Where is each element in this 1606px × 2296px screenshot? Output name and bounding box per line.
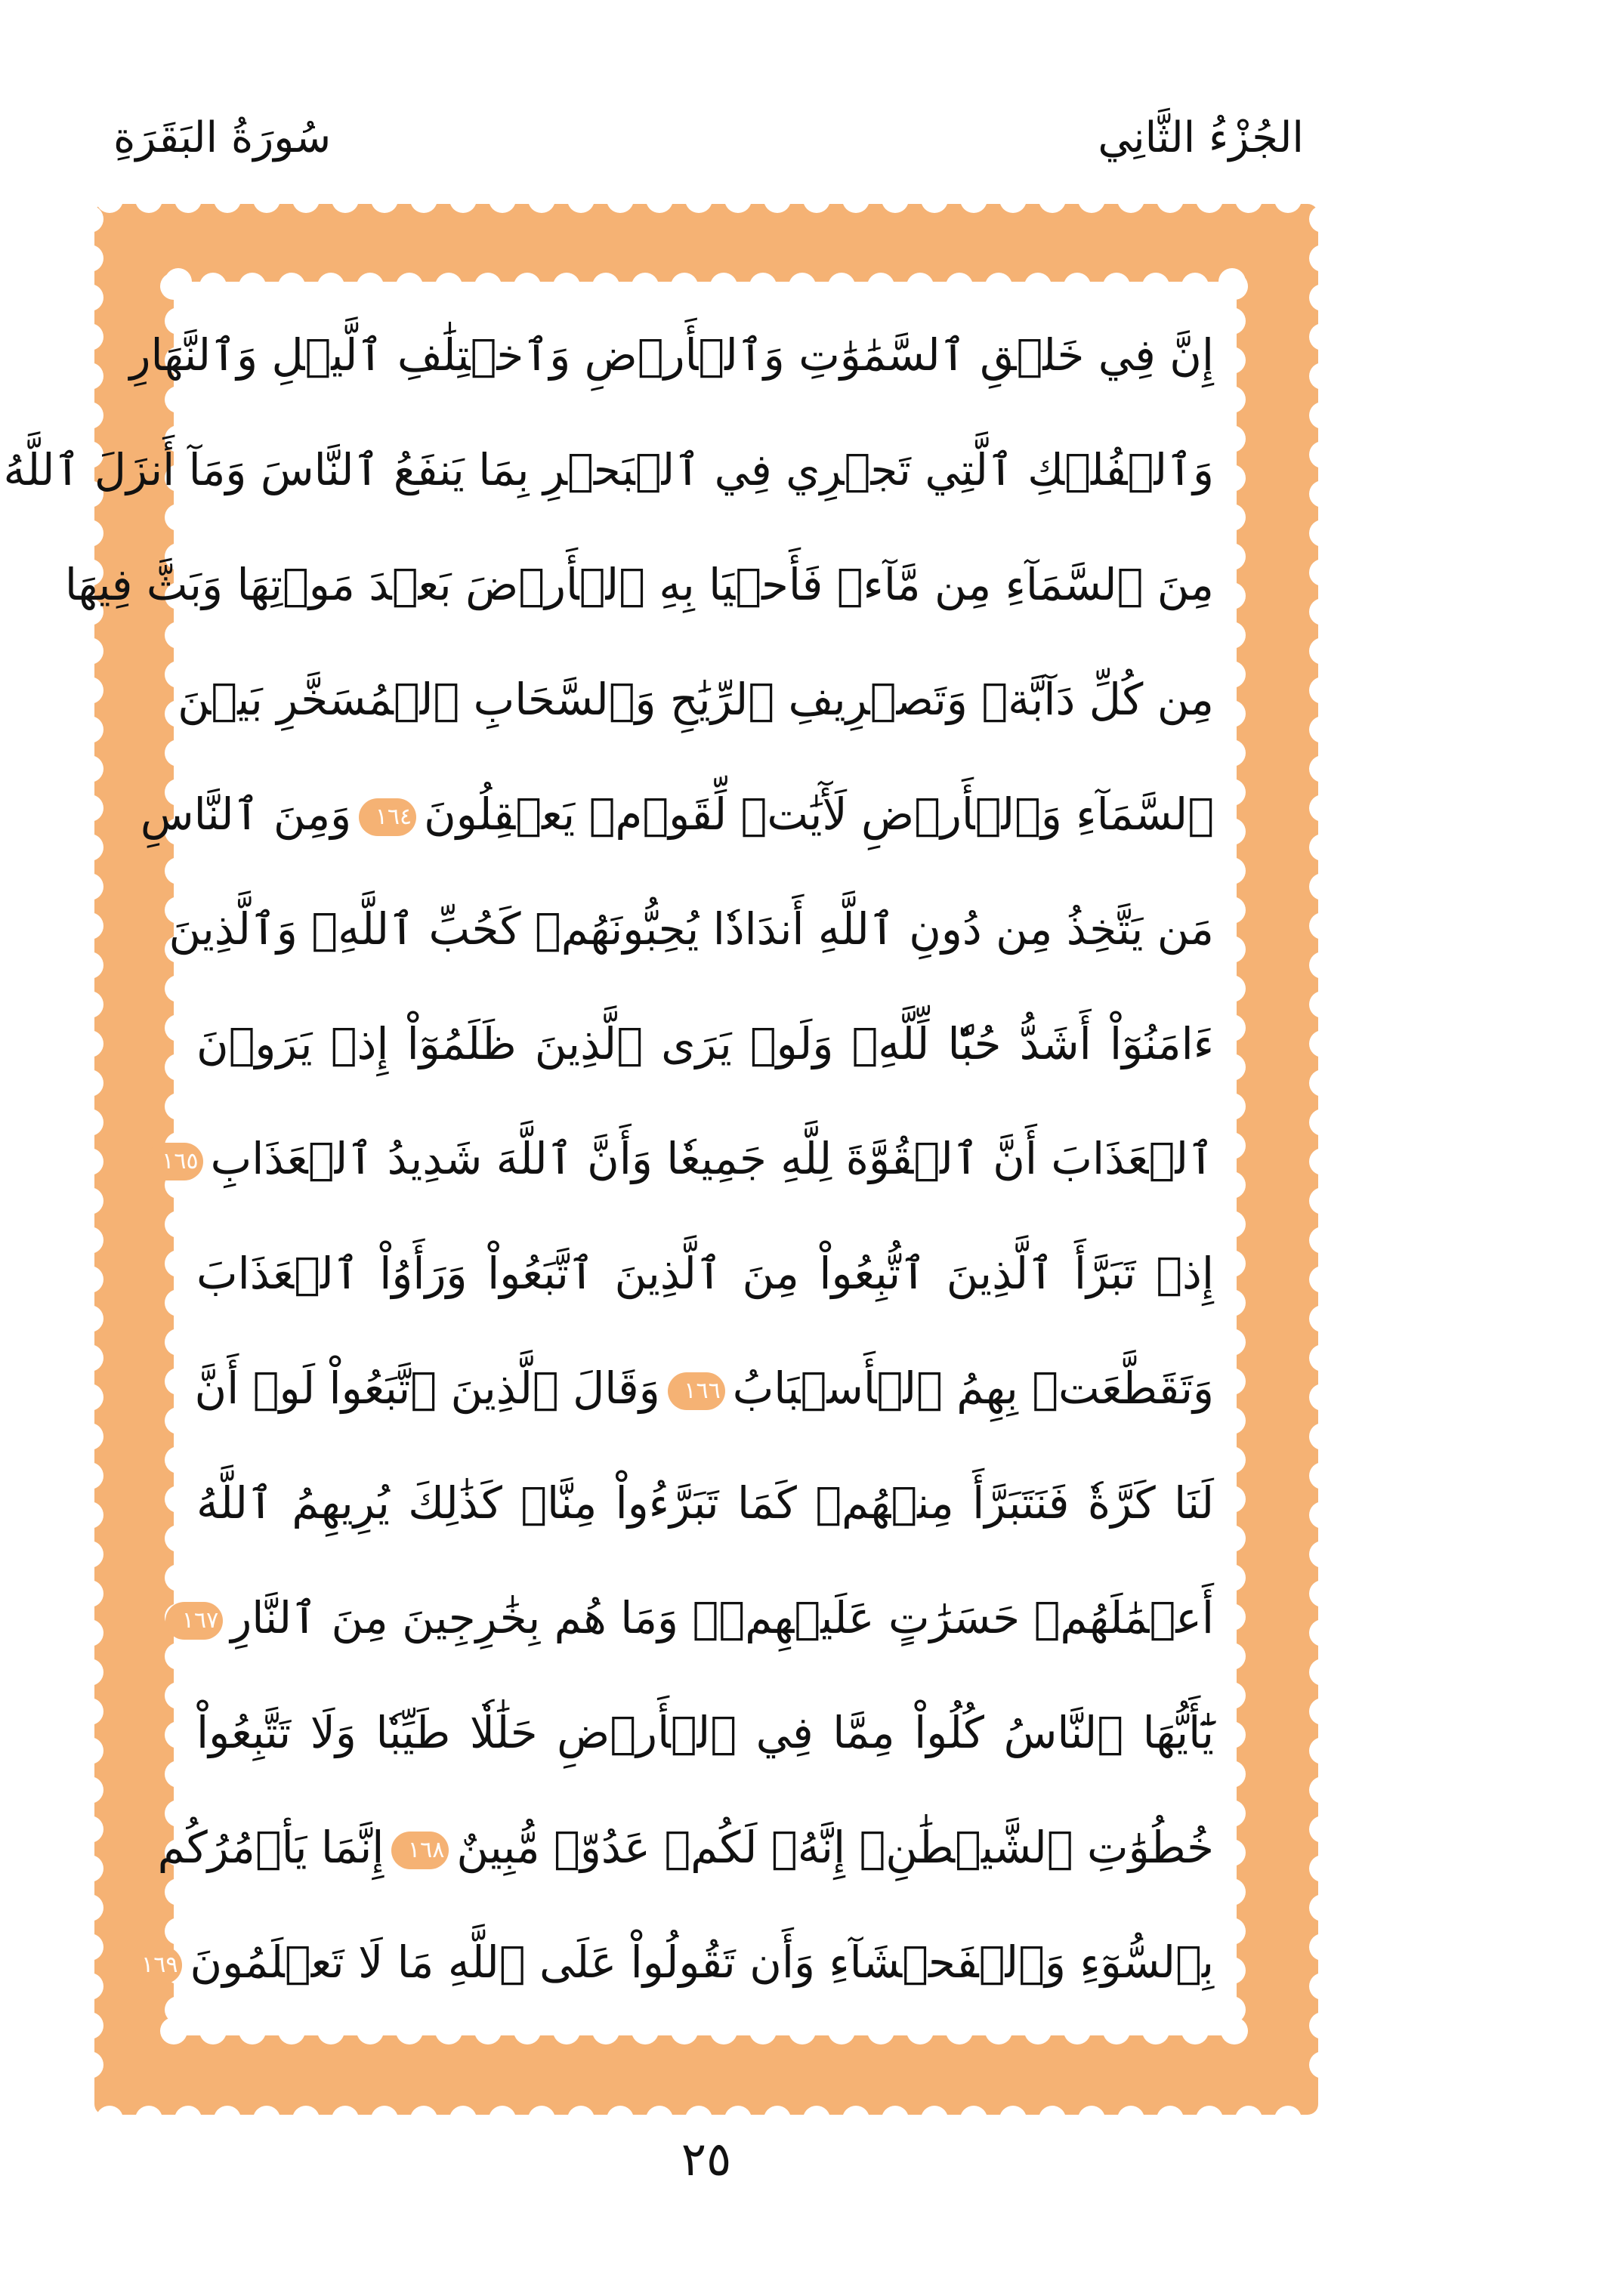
frame-scallop xyxy=(253,186,280,213)
frame-scallop xyxy=(135,2106,162,2133)
frame-scallop xyxy=(1309,1737,1336,1764)
frame-scallop xyxy=(76,205,103,233)
frame-scallop xyxy=(76,1816,103,1843)
frame-scallop xyxy=(489,2106,516,2133)
verse-line-10: وَتَقَطَّعَتۡ بِهِمُ ٱلۡأَسۡبَابُ١٦٦وَقَالَ ٱلَّذِينَ ٱتَّبَعُواْ لَوۡ أَنَّ xyxy=(194,1362,1214,1414)
frame-scallop xyxy=(76,1855,103,1882)
frame-scallop xyxy=(724,2106,752,2133)
frame-scallop xyxy=(449,186,477,213)
frame-scallop xyxy=(1309,1384,1336,1411)
frame-scallop xyxy=(999,186,1027,213)
frame-scallop xyxy=(76,1423,103,1450)
frame-scallop xyxy=(1309,1462,1336,1489)
frame-scallop xyxy=(174,2106,202,2133)
frame-scallop xyxy=(1309,1619,1336,1646)
frame-scallop xyxy=(882,2106,909,2133)
frame-scallop xyxy=(332,2106,359,2133)
frame-scallop xyxy=(960,2106,987,2133)
frame-scallop xyxy=(1309,480,1336,508)
verse-line-5: ٱلسَّمَآءِ وَٱلۡأَرۡضِ لَأٓيَٰتٖ لِّقَوۡمٖ يَعۡقِلُونَ١٦٤وَمِنَ ٱلنَّاسِ xyxy=(140,788,1214,840)
frame-scallop xyxy=(1309,1816,1336,1843)
frame-scallop xyxy=(724,186,752,213)
frame-scallop xyxy=(803,2106,830,2133)
frame-scallop xyxy=(1309,520,1336,547)
frame-scallop xyxy=(96,2106,123,2133)
frame-scallop xyxy=(1309,1659,1336,1686)
frame-scallop xyxy=(76,755,103,782)
ayah-number-marker: ١٦٥ xyxy=(146,1143,203,1180)
frame-scallop xyxy=(1309,559,1336,586)
frame-scallop xyxy=(1309,912,1336,940)
frame-scallop xyxy=(999,2106,1027,2133)
frame-scallop xyxy=(1309,1344,1336,1372)
frame-scallop xyxy=(76,795,103,822)
frame-scallop xyxy=(882,186,909,213)
quran-text-area xyxy=(3,282,1237,2035)
frame-scallop xyxy=(489,186,516,213)
frame-scallop xyxy=(76,1462,103,1489)
frame-scallop xyxy=(76,991,103,1018)
frame-scallop xyxy=(921,186,948,213)
frame-scallop xyxy=(1309,1187,1336,1214)
frame-scallop xyxy=(76,284,103,311)
frame-scallop xyxy=(1309,991,1336,1018)
frame-scallop xyxy=(1196,186,1223,213)
frame-scallop xyxy=(1309,598,1336,625)
frame-scallop xyxy=(1309,363,1336,390)
frame-scallop xyxy=(1309,716,1336,743)
frame-scallop xyxy=(646,186,673,213)
frame-scallop xyxy=(1117,186,1144,213)
frame-scallop xyxy=(567,2106,595,2133)
frame-scallop xyxy=(76,323,103,350)
frame-scallop xyxy=(1309,1541,1336,1568)
frame-scallop xyxy=(76,1266,103,1293)
frame-scallop xyxy=(1157,2106,1184,2133)
frame-scallop xyxy=(371,186,398,213)
frame-scallop xyxy=(253,2106,280,2133)
frame-scallop xyxy=(803,186,830,213)
frame-scallop xyxy=(1309,1894,1336,1921)
frame-scallop xyxy=(76,1344,103,1372)
frame-scallop xyxy=(76,2012,103,2039)
juz-title: الجُزْءُ الثَّانِي xyxy=(1098,113,1304,162)
verse-line-11: لَنَا كَرَّةٗ فَنَتَبَرَّأَ مِنۡهُمۡ كَمَا تَبَرَّءُواْ مِنَّاۗ كَذَٰلِكَ يُرِيهِمُ ٱللَّهُ xyxy=(196,1477,1214,1529)
frame-scallop xyxy=(76,1541,103,1568)
frame-scallop xyxy=(76,637,103,665)
verse-line-14: خُطُوَٰتِ ٱلشَّيۡطَٰنِۚ إِنَّهُۥ لَكُمۡ عَدُوّٞ مُّبِينٌ١٦٨إِنَّمَا يَأۡمُرُكُم xyxy=(157,1822,1214,1873)
frame-scallop xyxy=(214,2106,241,2133)
frame-scallop xyxy=(685,186,712,213)
frame-scallop xyxy=(1309,834,1336,861)
frame-scallop xyxy=(1196,2106,1223,2133)
frame-scallop xyxy=(76,1619,103,1646)
frame-scallop xyxy=(76,1737,103,1764)
frame-scallop xyxy=(1309,1933,1336,1961)
frame-scallop xyxy=(410,186,437,213)
frame-scallop xyxy=(76,1148,103,1175)
frame-scallop xyxy=(76,1305,103,1332)
frame-scallop xyxy=(1309,441,1336,468)
frame-scallop xyxy=(567,186,595,213)
frame-scallop xyxy=(76,1384,103,1411)
frame-scallop xyxy=(1309,1698,1336,1725)
frame-scallop xyxy=(1309,1030,1336,1057)
ayah-number-marker: ١٦٩ xyxy=(125,1946,182,1984)
frame-scallop xyxy=(332,186,359,213)
frame-scallop xyxy=(449,2106,477,2133)
frame-scallop xyxy=(1309,2012,1336,2039)
frame-scallop xyxy=(76,2051,103,2078)
frame-scallop xyxy=(1235,186,1262,213)
frame-scallop xyxy=(1309,1109,1336,1136)
frame-scallop xyxy=(1309,1069,1336,1097)
frame-scallop xyxy=(214,186,241,213)
verse-line-12: أَعۡمَٰلَهُمۡ حَسَرَٰتٍ عَلَيۡهِمۡۖ وَمَا هُم بِخَٰرِجِينَ مِنَ ٱلنَّارِ١٦٧ xyxy=(196,1572,1214,1663)
frame-scallop xyxy=(1235,2106,1262,2133)
frame-scallop xyxy=(1309,795,1336,822)
frame-scallop xyxy=(76,1894,103,1921)
frame-scallop xyxy=(76,1580,103,1607)
frame-scallop xyxy=(1309,284,1336,311)
frame-scallop xyxy=(921,2106,948,2133)
verse-line-6: مَن يَتَّخِذُ مِن دُونِ ٱللَّهِ أَندَادٗا يُحِبُّونَهُمۡ كَحُبِّ ٱللَّهِۖ وَٱلَّذِينَ xyxy=(168,903,1214,955)
frame-scallop xyxy=(842,186,869,213)
ayah-number-marker: ١٦٨ xyxy=(391,1832,449,1869)
frame-scallop xyxy=(76,1187,103,1214)
frame-scallop xyxy=(76,1776,103,1804)
frame-scallop xyxy=(1039,186,1066,213)
frame-scallop xyxy=(1039,2106,1066,2133)
frame-scallop xyxy=(76,912,103,940)
verse-line-2: وَٱلۡفُلۡكِ ٱلَّتِي تَجۡرِي فِي ٱلۡبَحۡرِ بِمَا يَنفَعُ ٱلنَّاسَ وَمَآ أَنزَلَ ٱللَّهُ xyxy=(3,444,1214,495)
frame-scallop xyxy=(1309,952,1336,979)
frame-scallop xyxy=(1309,1855,1336,1882)
frame-scallop xyxy=(1309,677,1336,704)
page-number: ٢٥ xyxy=(681,2131,732,2186)
frame-scallop xyxy=(76,1933,103,1961)
frame-scallop xyxy=(76,834,103,861)
frame-scallop xyxy=(1309,1501,1336,1529)
frame-scallop xyxy=(1078,2106,1105,2133)
frame-scallop xyxy=(1157,186,1184,213)
frame-scallop xyxy=(1117,2106,1144,2133)
frame-scallop xyxy=(76,1698,103,1725)
frame-scallop xyxy=(1274,2106,1302,2133)
frame-scallop xyxy=(1309,755,1336,782)
frame-scallop xyxy=(96,186,123,213)
verse-line-4: مِن كُلِّ دَآبَّةٖ وَتَصۡرِيفِ ٱلرِّيَٰحِ وَٱلسَّحَابِ ٱلۡمُسَخَّرِ بَيۡنَ xyxy=(178,674,1214,725)
frame-scallop xyxy=(1309,2051,1336,2078)
frame-scallop xyxy=(1274,186,1302,213)
frame-scallop xyxy=(76,1030,103,1057)
frame-scallop xyxy=(76,1227,103,1254)
frame-scallop xyxy=(685,2106,712,2133)
frame-scallop xyxy=(764,186,791,213)
frame-scallop xyxy=(528,2106,555,2133)
verse-line-7: ءَامَنُوٓاْ أَشَدُّ حُبّٗا لِّلَّهِۗ وَلَوۡ يَرَى ٱلَّذِينَ ظَلَمُوٓاْ إِذۡ يَرَوۡنَ xyxy=(196,1018,1214,1069)
ayah-number-marker: ١٦٦ xyxy=(668,1372,725,1410)
frame-scallop xyxy=(76,363,103,390)
frame-scallop xyxy=(76,716,103,743)
verse-line-3: مِنَ ٱلسَّمَآءِ مِن مَّآءٖ فَأَحۡيَا بِهِ ٱلۡأَرۡضَ بَعۡدَ مَوۡتِهَا وَبَثَّ فِيهَا xyxy=(64,559,1214,610)
frame-scallop xyxy=(76,1659,103,1686)
frame-scallop xyxy=(1309,873,1336,900)
frame-scallop xyxy=(528,186,555,213)
frame-scallop xyxy=(76,677,103,704)
frame-scallop xyxy=(646,2106,673,2133)
frame-scallop xyxy=(1309,1305,1336,1332)
verse-line-1: إِنَّ فِي خَلۡقِ ٱلسَّمَٰوَٰتِ وَٱلۡأَرۡضِ وَٱخۡتِلَٰفِ ٱلَّيۡلِ وَٱلنَّهَارِ xyxy=(129,329,1214,381)
frame-scallop xyxy=(1309,1580,1336,1607)
verse-line-9: إِذۡ تَبَرَّأَ ٱلَّذِينَ ٱتُّبِعُواْ مِنَ ٱلَّذِينَ ٱتَّبَعُواْ وَرَأَوُاْ ٱلۡعَذَابَ xyxy=(196,1248,1214,1299)
frame-scallop xyxy=(1309,323,1336,350)
frame-scallop xyxy=(607,186,634,213)
frame-scallop xyxy=(1309,1973,1336,2000)
frame-scallop xyxy=(1309,1148,1336,1175)
verse-line-8: ٱلۡعَذَابَ أَنَّ ٱلۡقُوَّةَ لِلَّهِ جَمِيعٗا وَأَنَّ ٱللَّهَ شَدِيدُ ٱلۡعَذَابِ١٦٥ xyxy=(196,1113,1214,1204)
frame-scallop xyxy=(76,1973,103,2000)
frame-scallop xyxy=(1309,637,1336,665)
frame-scallop xyxy=(607,2106,634,2133)
frame-scallop xyxy=(1309,1423,1336,1450)
frame-scallop xyxy=(410,2106,437,2133)
frame-scallop xyxy=(1309,1227,1336,1254)
surah-title: سُورَةُ البَقَرَةِ xyxy=(113,113,332,162)
frame-scallop xyxy=(292,2106,320,2133)
frame-scallop xyxy=(1309,1776,1336,1804)
frame-scallop xyxy=(76,952,103,979)
frame-scallop xyxy=(842,2106,869,2133)
ayah-number-marker: ١٦٤ xyxy=(359,798,416,836)
frame-scallop xyxy=(135,186,162,213)
frame-scallop xyxy=(1078,186,1105,213)
frame-scallop xyxy=(371,2106,398,2133)
frame-scallop xyxy=(292,186,320,213)
frame-scallop xyxy=(76,873,103,900)
frame-scallop xyxy=(764,2106,791,2133)
frame-scallop xyxy=(174,186,202,213)
frame-scallop xyxy=(1309,1266,1336,1293)
frame-scallop xyxy=(76,1501,103,1529)
verse-line-15: بِٱلسُّوٓءِ وَٱلۡفَحۡشَآءِ وَأَن تَقُولُواْ عَلَى ٱللَّهِ مَا لَا تَعۡلَمُونَ١٦٩ xyxy=(196,1917,1214,2007)
frame-scallop xyxy=(960,186,987,213)
frame-scallop xyxy=(76,1069,103,1097)
verse-line-13: يَٰٓأَيُّهَا ٱلنَّاسُ كُلُواْ مِمَّا فِي ٱلۡأَرۡضِ حَلَٰلٗا طَيِّبٗا وَلَا تَتَّبِعُواْ xyxy=(196,1707,1214,1758)
frame-scallop xyxy=(76,245,103,272)
frame-scallop xyxy=(1309,205,1336,233)
ayah-number-marker: ١٦٧ xyxy=(165,1602,223,1640)
frame-scallop xyxy=(1309,245,1336,272)
frame-scallop xyxy=(1309,402,1336,429)
frame-scallop xyxy=(76,1109,103,1136)
